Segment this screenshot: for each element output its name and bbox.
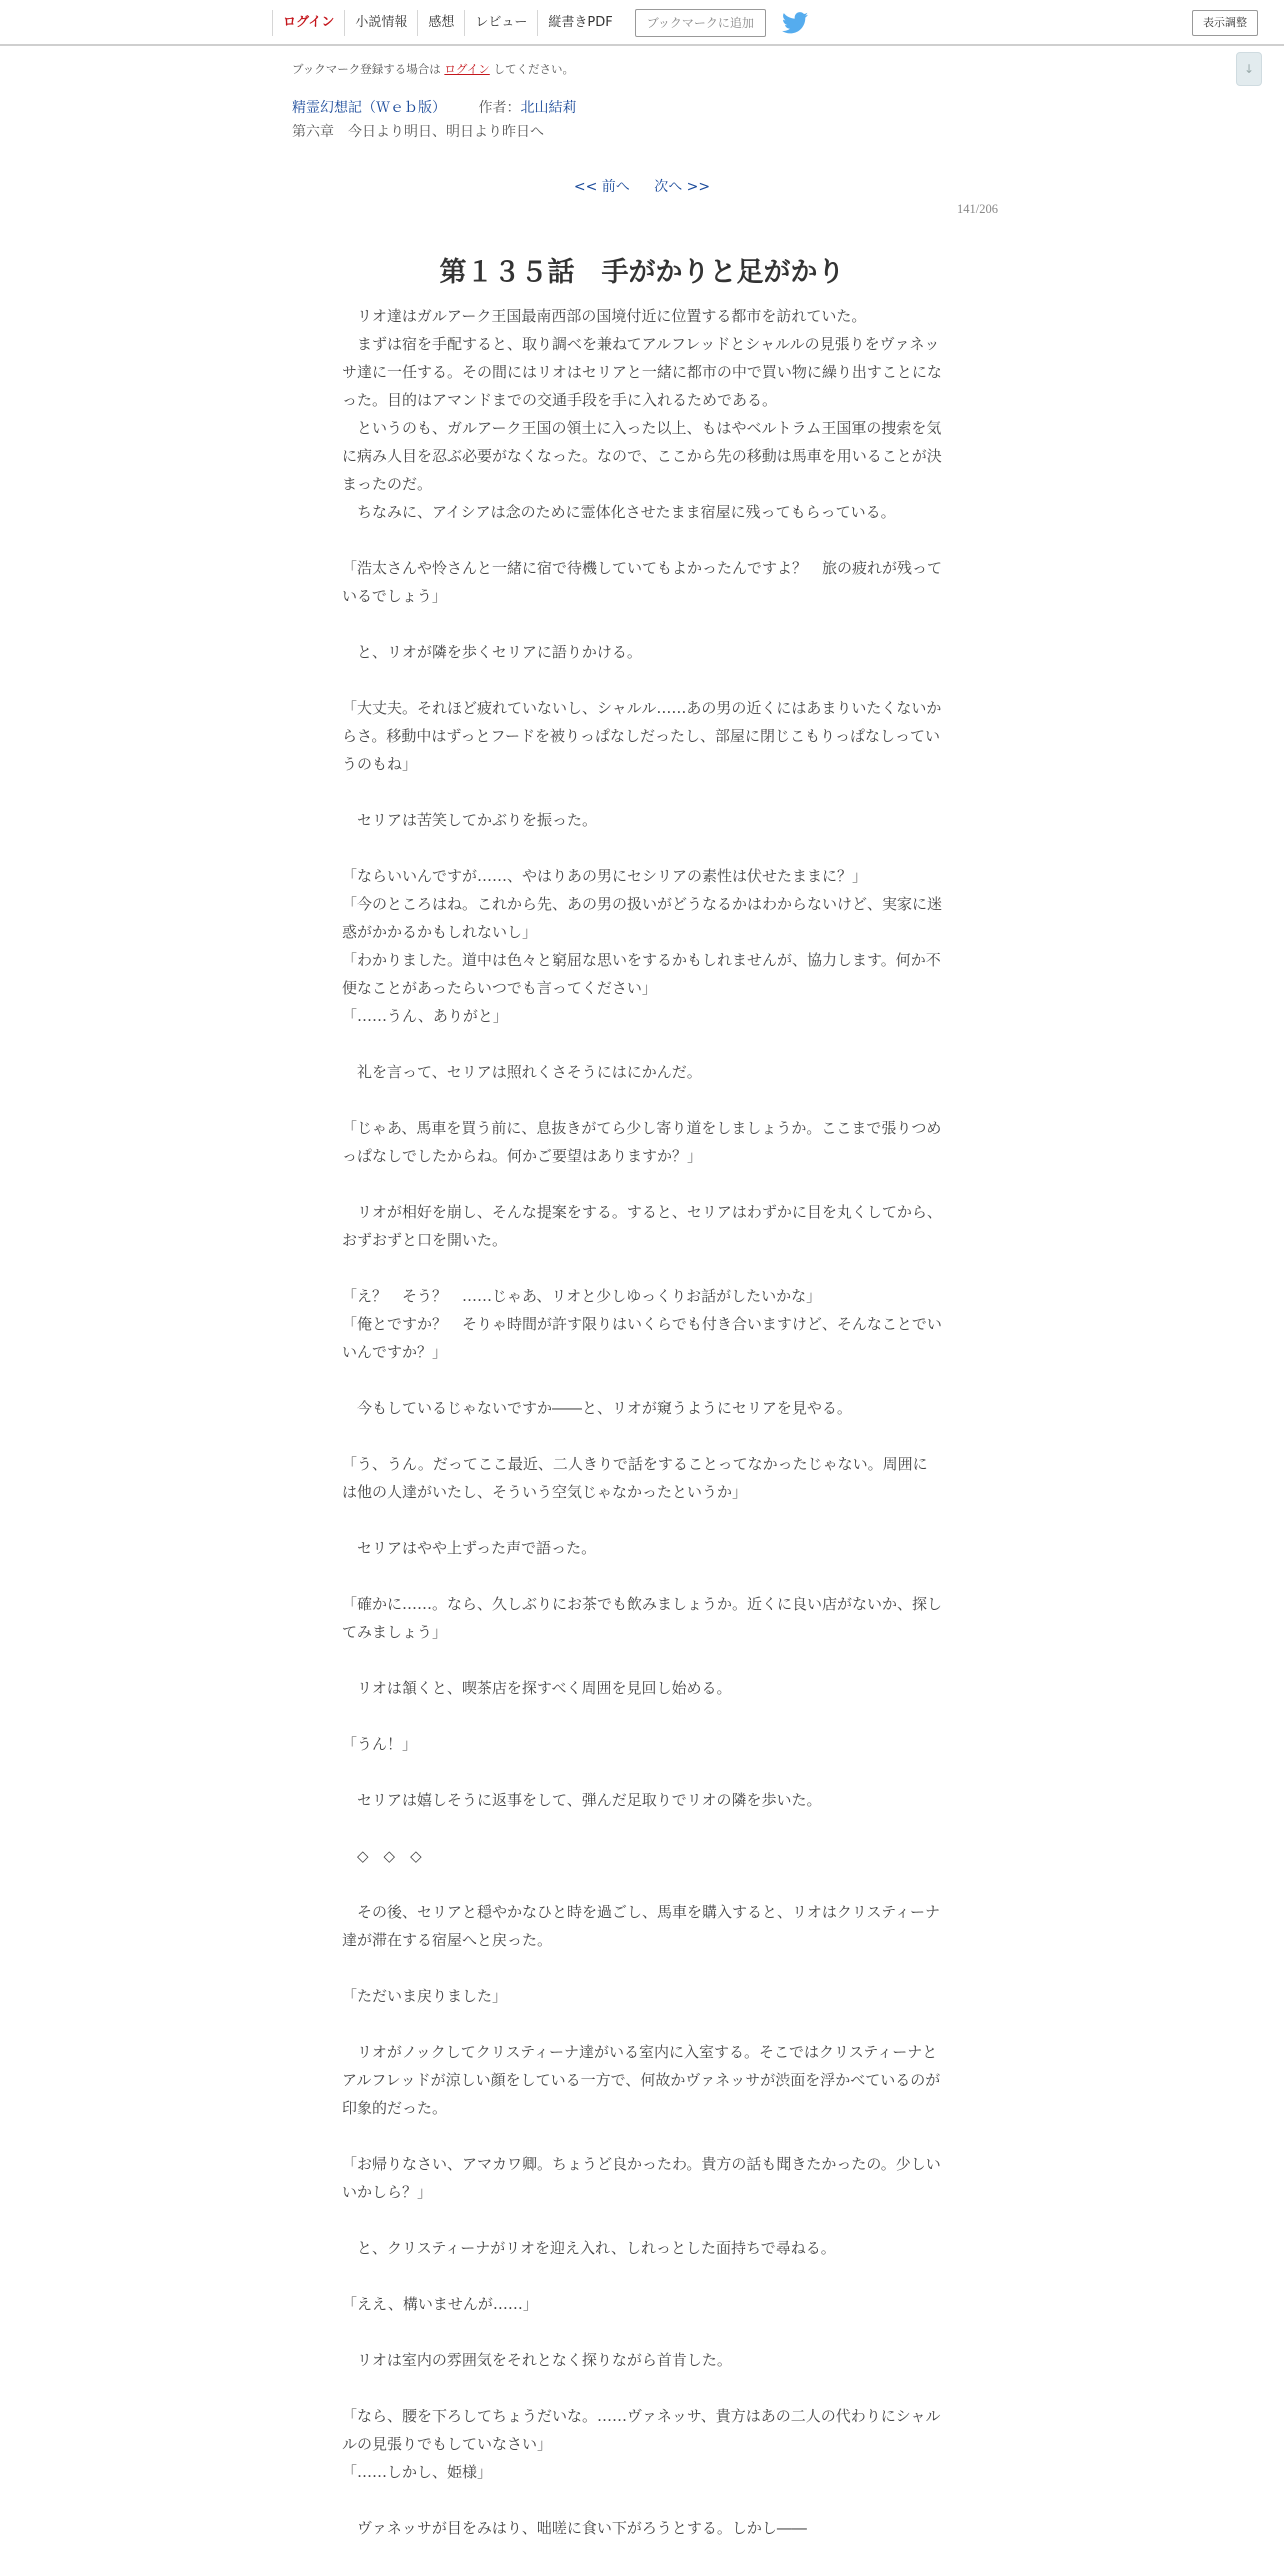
body-paragraph: 「お帰りなさい、アマカワ卿。ちょうど良かったわ。貴方の話も聞きたかったの。少しいいかしら？」 bbox=[342, 2155, 941, 2201]
body-paragraph: と、クリスティーナがリオを迎え入れ、しれっとした面持ちで尋ねる。 bbox=[342, 2239, 836, 2257]
body-paragraph: 「ならいいんですが……、やはりあの男にセシリアの素性は伏せたままに？」 bbox=[342, 867, 868, 885]
nav-impressions-link[interactable]: 感想 bbox=[417, 10, 464, 36]
top-header bbox=[0, 0, 1284, 46]
blank-line bbox=[342, 526, 942, 554]
page-number: 141/206 bbox=[957, 202, 998, 216]
novel-info-line bbox=[292, 97, 576, 117]
body-paragraph: その後、セリアと穏やかなひと時を過ごし、馬車を購入すると、リオはクリスティーナ達が滞在する宿屋へと戻った。 bbox=[342, 1903, 941, 1949]
body-paragraph: 「じゃあ、馬車を買う前に、息抜きがてら少し寄り道をしましょうか。ここまで張りつめっぱなしでしたからね。何かご要望はありますか？」 bbox=[342, 1119, 942, 1165]
blank-line bbox=[342, 2318, 942, 2346]
bookmark-login-notice bbox=[292, 61, 574, 77]
body-paragraph: 「確かに……。なら、久しぶりにお茶でも飲みましょうか。近くに良い店がないか、探してみましょう」 bbox=[342, 1595, 943, 1641]
blank-line bbox=[342, 2374, 942, 2402]
blank-line bbox=[342, 2010, 942, 2038]
blank-line bbox=[342, 1870, 942, 1898]
notice-text-after: してください。 bbox=[493, 62, 574, 76]
body-paragraph: というのも、ガルアーク王国の領土に入った以上、もはやベルトラム王国軍の捜索を気に病み人目を忍ぶ必要がなくなった。なので、ここから先の移動は馬車を用いることが決まったのだ。 bbox=[342, 419, 942, 493]
notice-text-before: ブックマーク登録する場合は bbox=[292, 62, 441, 76]
body-paragraph: リオは頷くと、喫茶店を探すべく周囲を見回し始める。 bbox=[342, 1679, 732, 1697]
nav-vertical-pdf-link[interactable]: 縦書きPDF bbox=[537, 10, 622, 36]
body-paragraph: ヴァネッサが目をみはり、咄嗟に食い下がろうとする。しかし―― bbox=[342, 2519, 807, 2537]
body-paragraph: リオがノックしてクリスティーナ達がいる室内に入室する。そこではクリスティーナとアルフレッドが涼しい顔をしている一方で、何故かヴァネッサが渋面を浮かべているのが印象的だった。 bbox=[342, 2043, 941, 2117]
notice-login-link[interactable]: ログイン bbox=[444, 62, 490, 76]
body-paragraph: 今もしているじゃないですか――と、リオが窺うようにセリアを見やる。 bbox=[342, 1399, 852, 1417]
blank-line bbox=[342, 834, 942, 862]
blank-line bbox=[342, 1086, 942, 1114]
body-paragraph: 「俺とですか？ そりゃ時間が許す限りはいくらでも付き合いますけど、そんなことでいいんですか？」 bbox=[342, 1315, 942, 1361]
body-paragraph: 「浩太さんや怜さんと一緒に宿で待機していてもよかったんですよ？ 旅の疲れが残っているでしょう」 bbox=[342, 559, 943, 605]
body-paragraph: 「わかりました。道中は色々と窮屈な思いをするかもしれませんが、協力します。何か不便なことがあったらいつでも言ってください」 bbox=[342, 951, 941, 997]
body-paragraph: 「……しかし、姫様」 bbox=[342, 2463, 493, 2481]
blank-line bbox=[342, 1646, 942, 1674]
body-paragraph: 「う、うん。だってここ最近、二人きりで話をすることってなかったじゃない。周囲には他の人達がいたし、そういう空気じゃなかったというか」 bbox=[342, 1455, 928, 1501]
blank-line bbox=[342, 1814, 942, 1842]
body-paragraph: リオが相好を崩し、そんな提案をする。すると、セリアはわずかに目を丸くしてから、おずおずと口を開いた。 bbox=[342, 1203, 942, 1249]
prev-episode-link[interactable]: << 前へ bbox=[573, 179, 630, 195]
body-paragraph: 「なら、腰を下ろしてちょうだいな。……ヴァネッサ、貴方はあの二人の代わりにシャルルの見張りでもしていなさい」 bbox=[342, 2407, 941, 2453]
twitter-bird-icon[interactable] bbox=[782, 12, 808, 34]
blank-line bbox=[342, 2206, 942, 2234]
body-paragraph: セリアはやや上ずった声で語った。 bbox=[342, 1539, 597, 1557]
blank-line bbox=[342, 1030, 942, 1058]
body-paragraph: 「うん！」 bbox=[342, 1735, 418, 1753]
blank-line bbox=[342, 1422, 942, 1450]
blank-line bbox=[342, 1954, 942, 1982]
episode-pager bbox=[0, 176, 1284, 196]
blank-line bbox=[342, 1254, 942, 1282]
episode-title: 第１３５話 手がかりと足がかり bbox=[439, 257, 845, 289]
blank-line bbox=[342, 610, 942, 638]
blank-line bbox=[342, 2122, 942, 2150]
body-paragraph: 「今のところはね。これから先、あの男の扱いがどうなるかはわからないけど、実家に迷惑がかかるかもしれないし」 bbox=[342, 895, 943, 941]
blank-line bbox=[342, 1758, 942, 1786]
body-paragraph: 「……うん、ありがと」 bbox=[342, 1007, 508, 1025]
blank-line bbox=[342, 1506, 942, 1534]
blank-line bbox=[342, 1170, 942, 1198]
novel-title-link[interactable]: 精霊幻想記（Ｗｅｂ版） bbox=[292, 100, 446, 116]
body-paragraph: 「大丈夫。それほど疲れていないし、シャルル……あの男の近くにはあまりいたくないからさ。移動中はずっとフードを被りっぱなしだったし、部屋に閉じこもりっぱなしっていうのもね」 bbox=[342, 699, 942, 773]
body-paragraph: と、リオが隣を歩くセリアに語りかける。 bbox=[342, 643, 642, 661]
body-paragraph: まずは宿を手配すると、取り調べを兼ねてアルフレッドとシャルルの見張りをヴァネッサ達に一任する。その間にはリオはセリアと一緒に都市の中で買い物に繰り出すことになった。目的はアマンドまでの交通手段を手に入れるためである。 bbox=[342, 335, 942, 409]
nav-novel-info-link[interactable]: 小説情報 bbox=[344, 10, 417, 36]
body-paragraph: リオ達はガルアーク王国最南西部の国境付近に位置する都市を訪れていた。 bbox=[342, 307, 867, 325]
novel-body-text bbox=[342, 302, 942, 2542]
blank-line bbox=[342, 666, 942, 694]
next-episode-link[interactable]: 次へ >> bbox=[654, 179, 711, 195]
scroll-down-icon[interactable]: ↓ bbox=[1236, 52, 1262, 86]
body-paragraph: 「え？ そう？ ……じゃあ、リオと少しゆっくりお話がしたいかな」 bbox=[342, 1287, 822, 1305]
author-link[interactable]: 北山結莉 bbox=[520, 100, 577, 116]
top-nav bbox=[272, 0, 808, 46]
blank-line bbox=[342, 1702, 942, 1730]
body-paragraph: 礼を言って、セリアは照れくさそうにはにかんだ。 bbox=[342, 1063, 702, 1081]
nav-review-link[interactable]: レビュー bbox=[464, 10, 537, 36]
display-settings-button[interactable]: 表示調整 bbox=[1192, 10, 1258, 36]
blank-line bbox=[342, 2486, 942, 2514]
body-paragraph: ◇ ◇ ◇ bbox=[342, 1847, 422, 1865]
author-label: 作者： bbox=[478, 100, 521, 116]
body-paragraph: ちなみに、アイシアは念のために霊体化させたまま宿屋に残ってもらっている。 bbox=[342, 503, 896, 521]
blank-line bbox=[342, 1562, 942, 1590]
blank-line bbox=[342, 1366, 942, 1394]
body-paragraph: リオは室内の雰囲気をそれとなく探りながら首肯した。 bbox=[342, 2351, 732, 2369]
chapter-title: 第六章 今日より明日、明日より昨日へ bbox=[292, 124, 544, 140]
blank-line bbox=[342, 778, 942, 806]
body-paragraph: セリアは嬉しそうに返事をして、弾んだ足取りでリオの隣を歩いた。 bbox=[342, 1791, 822, 1809]
body-paragraph: 「ただいま戻りました」 bbox=[342, 1987, 508, 2005]
nav-login-link[interactable]: ログイン bbox=[272, 10, 344, 36]
body-paragraph: セリアは苦笑してかぶりを振った。 bbox=[342, 811, 598, 829]
blank-line bbox=[342, 2262, 942, 2290]
add-bookmark-button[interactable]: ブックマークに追加 bbox=[635, 9, 766, 37]
body-paragraph: 「ええ、構いませんが……」 bbox=[342, 2295, 538, 2313]
